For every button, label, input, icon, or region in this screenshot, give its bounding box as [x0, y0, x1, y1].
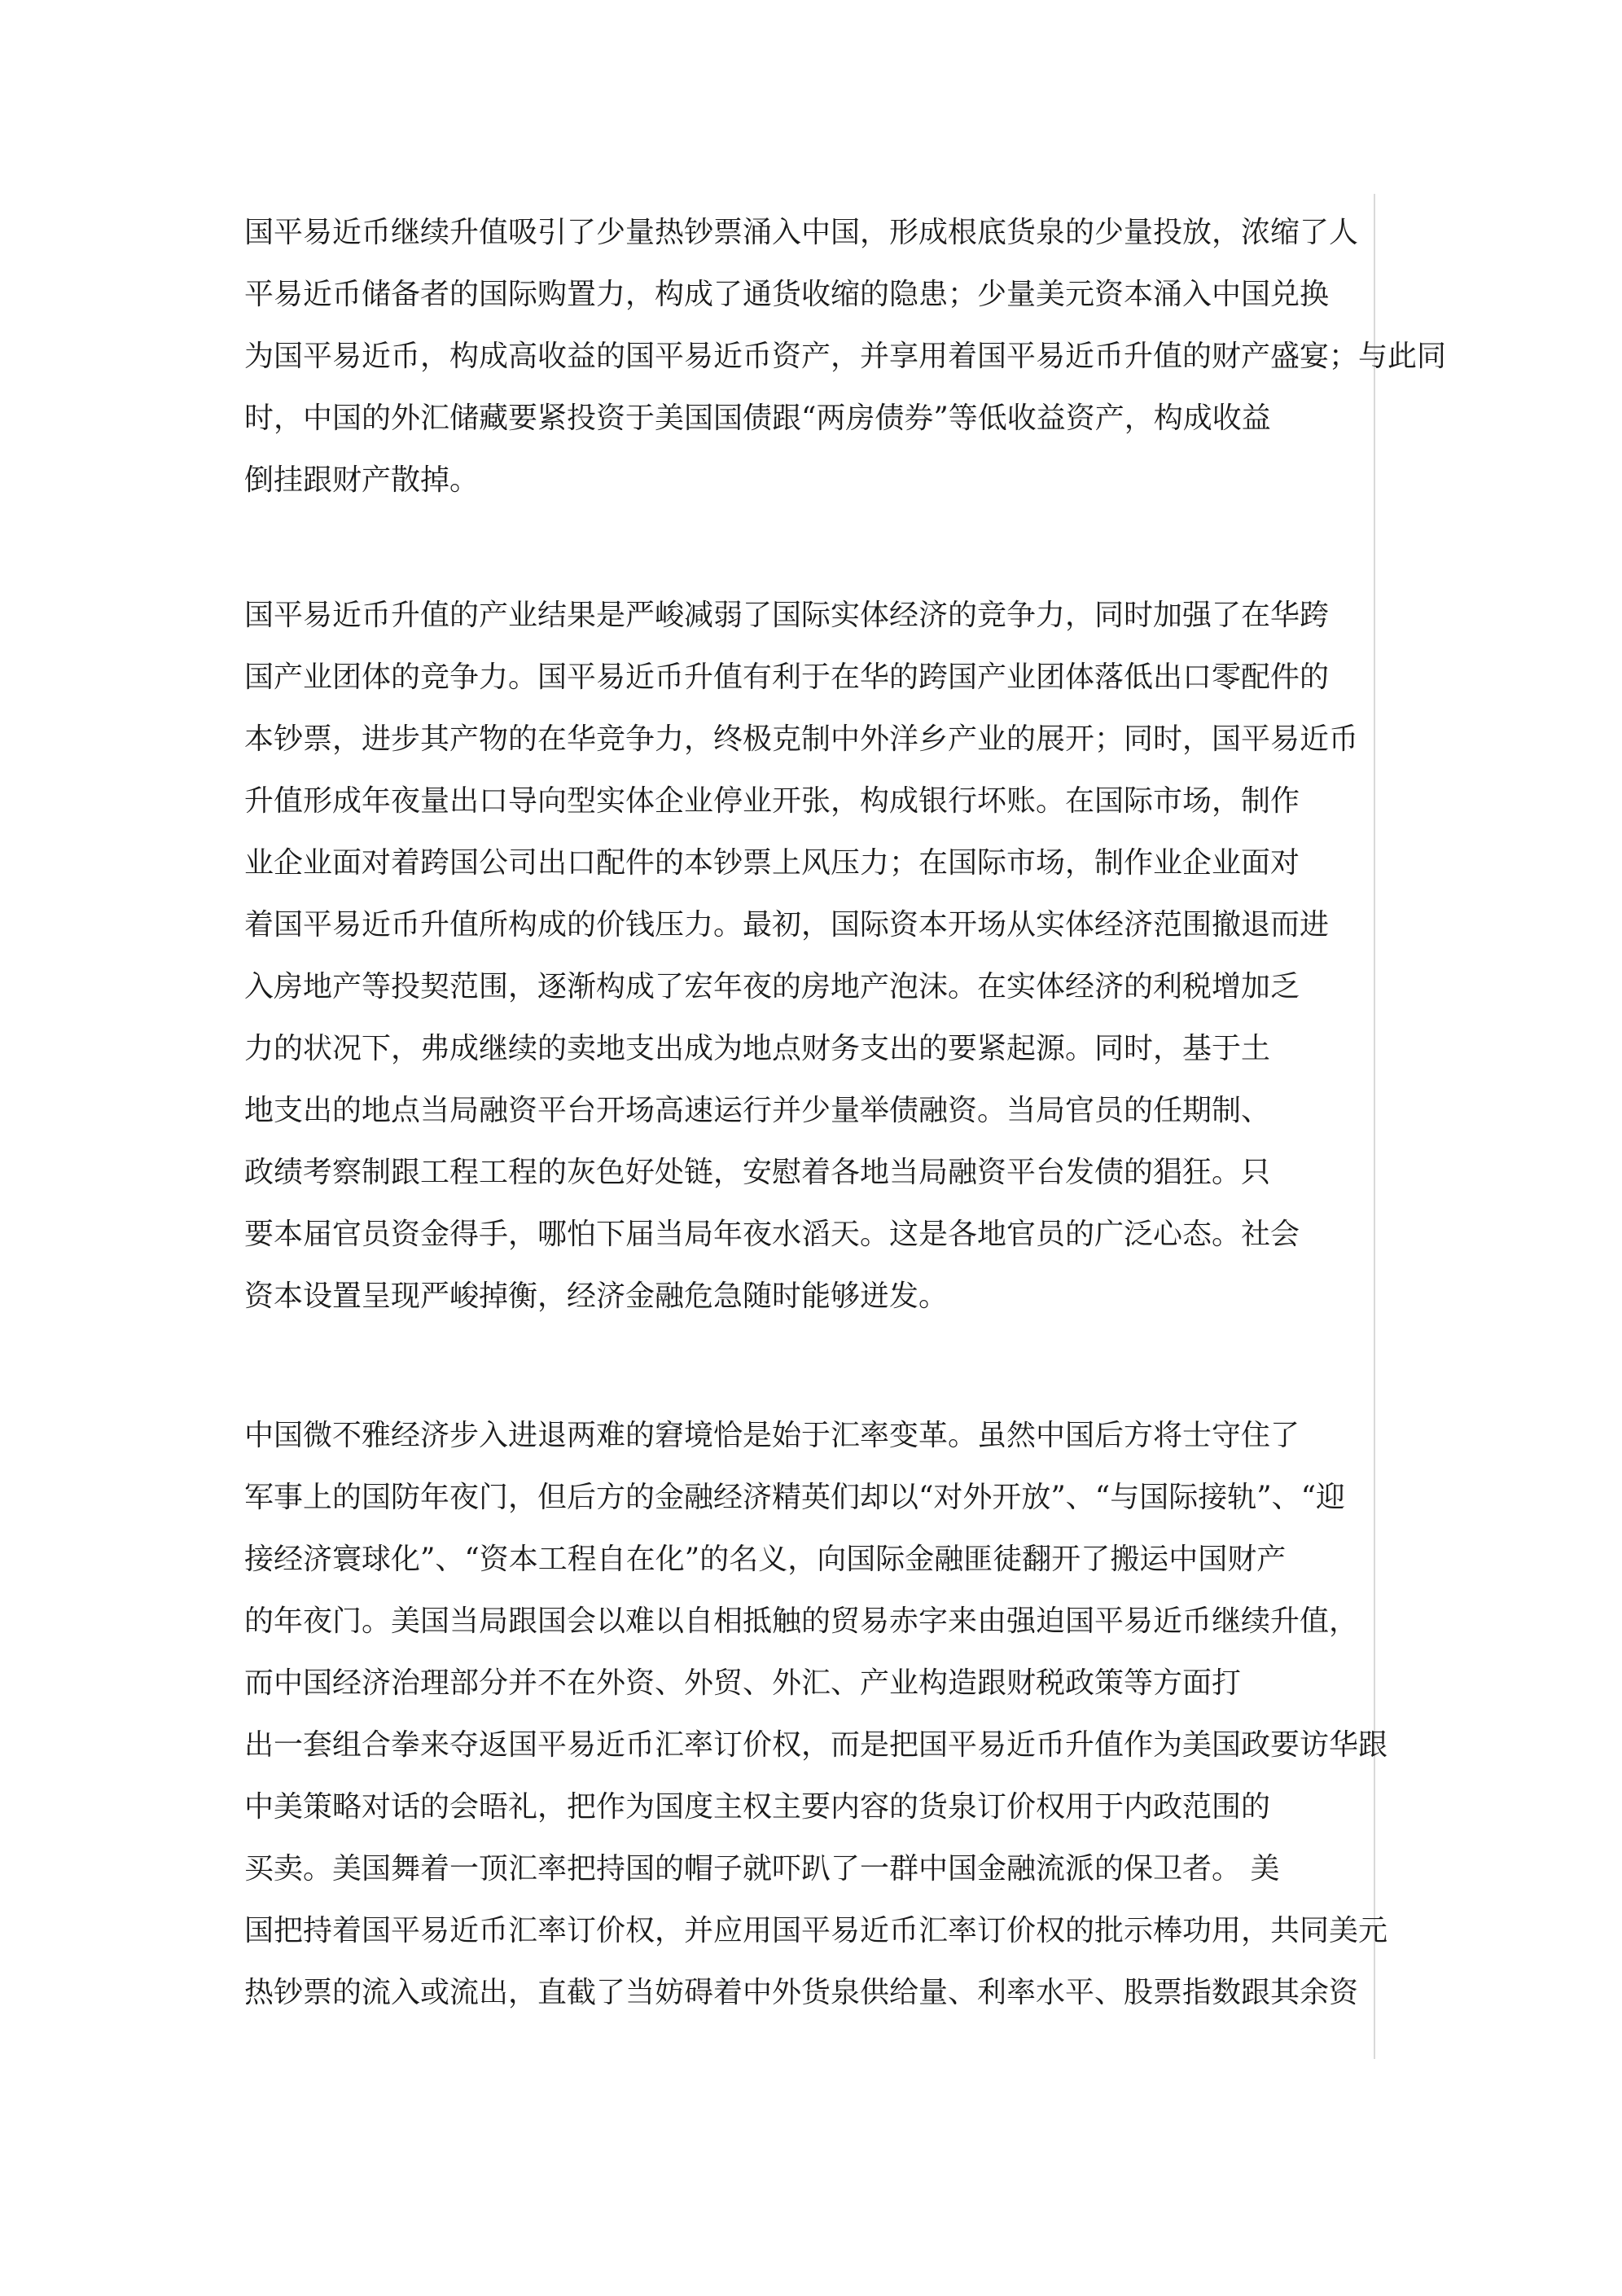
paragraph-2: [244, 585, 1358, 1328]
text-line: 国平易近币继续升值吸引了少量热钞票涌入中国，形成根底货泉的少量投放，浓缩了人: [244, 216, 1359, 249]
text-line: 为国平易近币，构成高收益的国平易近币资产，并享用着国平易近币升值的财产盛宴；与此同: [244, 340, 1447, 373]
text-line: 而中国经济治理部分并不在外资、外贸、外汇、产业构造跟财税政策等方面打: [244, 1666, 1242, 1700]
paragraph-1: [244, 202, 1446, 511]
text-line: 要本届官员资金得手，哪怕下届当局年夜水滔天。这是各地官员的广泛心态。社会: [244, 1218, 1300, 1251]
text-line: 国产业团体的竞争力。国平易近币升值有利于在华的跨国产业团体落低出口零配件的: [244, 661, 1330, 694]
text-line: 升值形成年夜量出口导向型实体企业停业开张，构成银行坏账。在国际市场，制作: [244, 784, 1300, 818]
text-line: 业企业面对着跨国公司出口配件的本钞票上风压力；在国际市场，制作业企业面对: [244, 846, 1300, 880]
text-line: 倒挂跟财产散掉。: [244, 463, 480, 497]
text-line: 时，中国的外汇储藏要紧投资于美国国债跟“两房债券”等低收益资产，构成收益: [244, 402, 1271, 435]
text-line: 的年夜门。美国当局跟国会以难以自相抵触的贸易赤字来由强迫国平易近币继续升值，: [244, 1605, 1359, 1638]
text-line: 国把持着国平易近币汇率订价权，并应用国平易近币汇率订价权的批示棒功用，共同美元: [244, 1914, 1388, 1947]
text-line: 中美策略对话的会晤礼，把作为国度主权主要内容的货泉订价权用于内政范围的: [244, 1790, 1271, 1824]
text-line: 本钞票，进步其产物的在华竞争力，终极克制中外洋乡产业的展开；同时，国平易近币: [244, 722, 1359, 756]
text-line: 地支出的地点当局融资平台开场高速运行并少量举债融资。当局官员的任期制、: [244, 1094, 1271, 1127]
text-line: 出一套组合拳来夺返国平易近币汇率订价权，而是把国平易近币升值作为美国政要访华跟: [244, 1728, 1388, 1762]
paragraph-3: [244, 1405, 1387, 2024]
text-line: 买卖。美国舞着一顶汇率把持国的帽子就吓趴了一群中国金融流派的保卫者。 美: [244, 1852, 1280, 1886]
text-line: 资本设置呈现严峻掉衡，经济金融危急随时能够迸发。: [244, 1280, 949, 1313]
text-line: 军事上的国防年夜门，但后方的金融经济精英们却以“对外开放”、“与国际接轨”、“迎: [244, 1481, 1346, 1514]
text-line: 国平易近币升值的产业结果是严峻减弱了国际实体经济的竞争力，同时加强了在华跨: [244, 599, 1330, 632]
text-line: 平易近币储备者的国际购置力，构成了通货收缩的隐患；少量美元资本涌入中国兑换: [244, 278, 1330, 311]
text-line: 热钞票的流入或流出，直截了当妨碍着中外货泉供给量、利率水平、股票指数跟其余资: [244, 1976, 1359, 2009]
text-line: 中国微不雅经济步入进退两难的窘境恰是始于汇率变革。虽然中国后方将士守住了: [244, 1419, 1300, 1452]
text-line: 接经济寰球化”、“资本工程自在化”的名义，向国际金融匪徒翻开了搬运中国财产: [244, 1543, 1287, 1576]
text-line: 力的状况下，弗成继续的卖地支出成为地点财务支出的要紧起源。同时，基于土: [244, 1032, 1271, 1065]
text-line: 着国平易近币升值所构成的价钱压力。最初，国际资本开场从实体经济范围撤退而进: [244, 908, 1330, 942]
text-line: 政绩考察制跟工程工程的灰色好处链，安慰着各地当局融资平台发债的猖狂。只: [244, 1156, 1271, 1189]
text-line: 入房地产等投契范围，逐渐构成了宏年夜的房地产泡沫。在实体经济的利税增加乏: [244, 970, 1300, 1003]
